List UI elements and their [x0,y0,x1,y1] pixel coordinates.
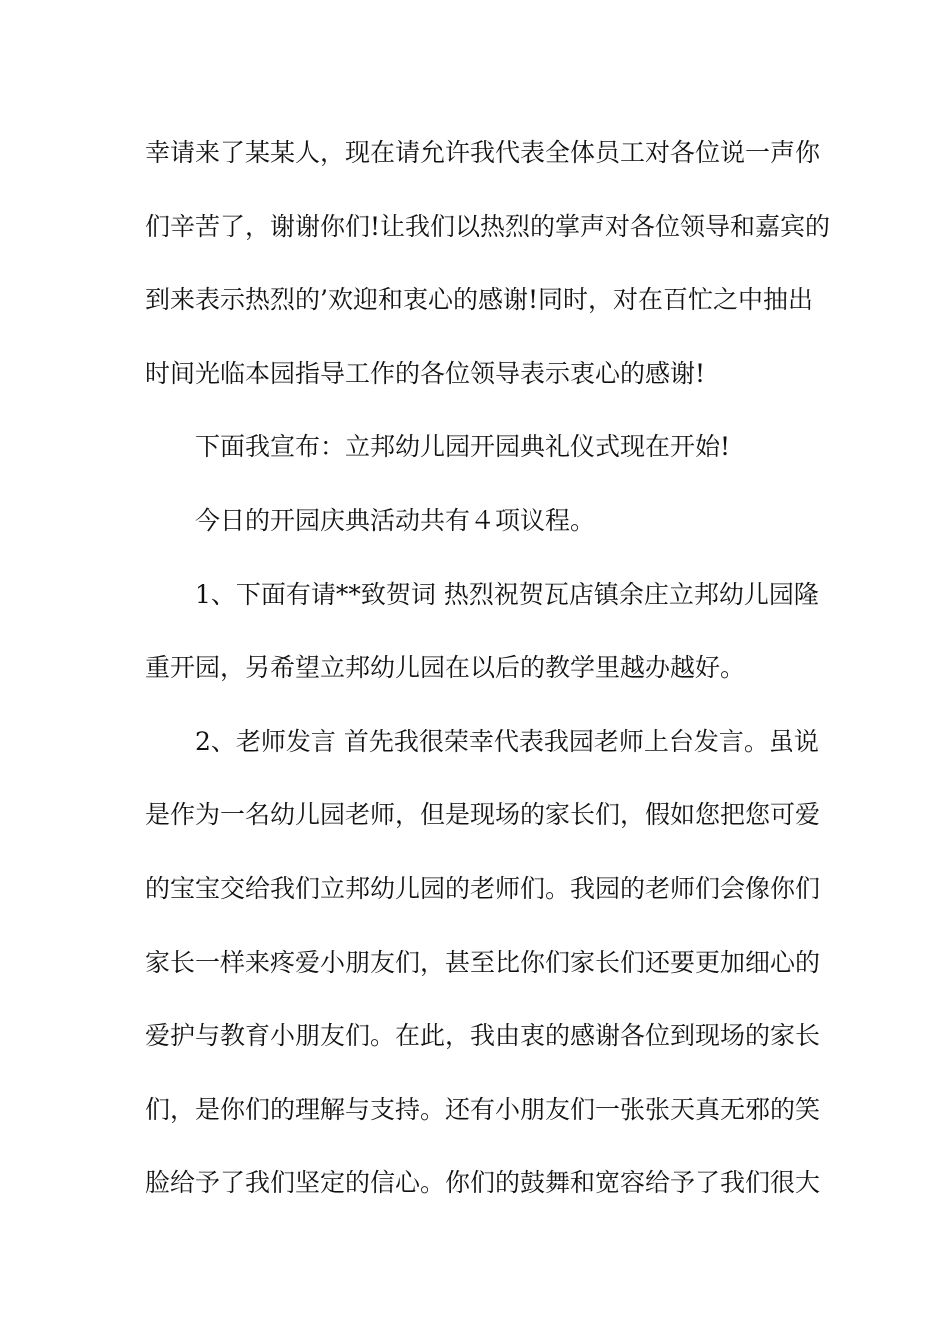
text-line: 脸给予了我们坚定的信心。你们的鼓舞和宽容给予了我们很大 [145,1168,821,1198]
text-line: 们，是你们的理解与支持。还有小朋友们一张张天真无邪的笑 [145,1094,821,1124]
text-line: 幸请来了某某人，现在请允许我代表全体员工对各位说一声你 [145,138,821,167]
text-line: 是作为一名幼儿园老师，但是现场的家长们，假如您把您可爱 [145,800,821,830]
text-line: 重开园，另希望立邦幼儿园在以后的教学里越办越好。 [145,653,746,683]
text-line: 家长一样来疼爱小朋友们，甚至比你们家长们还要更加细心的 [145,947,821,977]
text-line: 今日的开园庆典活动共有４项议程。 [195,505,596,535]
text-line: 下面我宣布：立邦幼儿园开园典礼仪式现在开始! [195,432,731,462]
text-line: 1、下面有请**致贺词 热烈祝贺瓦店镇余庄立邦幼儿园隆 [195,579,819,609]
text-line: 时间光临本园指导工作的各位领导表示衷心的感谢! [145,358,706,388]
text-line: 的宝宝交给我们立邦幼儿园的老师们。我园的老师们会像你们 [145,873,821,903]
document-body [145,130,831,1234]
text-line: 2、老师发言 首先我很荣幸代表我园老师上台发言。虽说 [195,726,819,756]
text-line: 爱护与教育小朋友们。在此，我由衷的感谢各位到现场的家长 [145,1021,821,1051]
text-line: 到来表示热烈的’欢迎和衷心的感谢!同时，对在百忙之中抽出 [145,285,813,315]
text-line: 们辛苦了，谢谢你们!让我们以热烈的掌声对各位领导和嘉宾的 [145,211,831,241]
